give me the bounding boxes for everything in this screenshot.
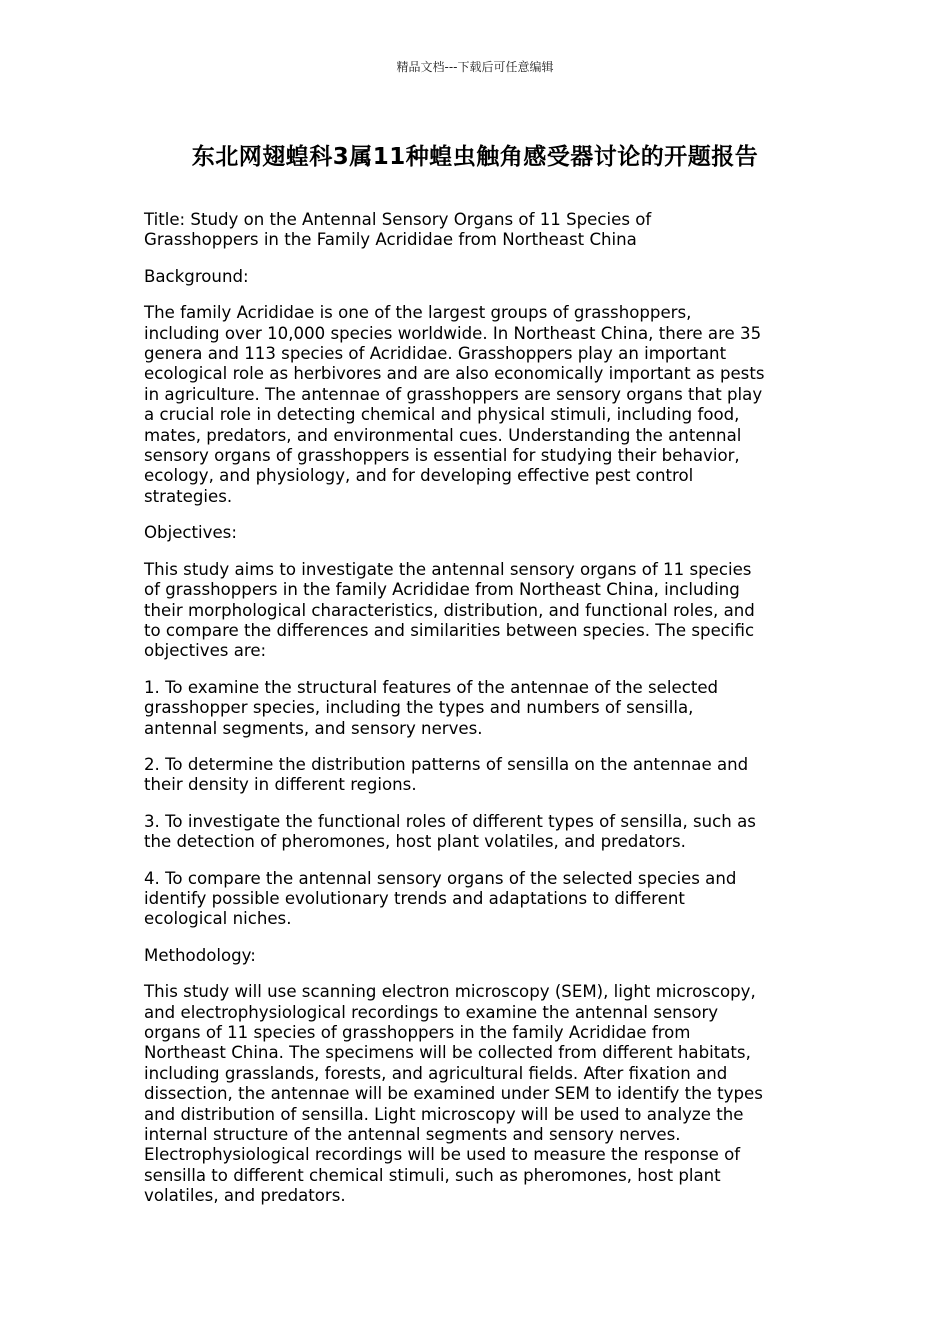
section-heading-methodology: Methodology: <box>144 945 256 965</box>
background-paragraph: The family Acrididae is one of the largest groups of grasshoppers, including over 10,000 species worldwide. In Northeast China, there are 35 genera and 113 species of Acrididae. Grasshoppers play an important ecological role as herbivores and are also economically important as pests in agriculture. The antennae of grasshoppers are sensory organs that play a crucial role in detecting chemical and physical stimuli, including food, mates, predators, and environmental cues. Understanding the antennal sensory organs of grasshoppers is essential for studying their behavior, ecology, and physiology, and for developing effective pest control strategies. <box>144 303 765 506</box>
objective-item-1: 1. To examine the structural features of the antennae of the selected grasshopper species, including the types and numbers of sensilla, antennal segments, and sensory nerves. <box>144 677 719 738</box>
objective-item-4: 4. To compare the antennal sensory organs of the selected species and identify possible evolutionary trends and adaptations to different ecological niches. <box>144 868 737 929</box>
document-title: 东北网翅蝗科3属11种蝗虫触角感受器讨论的开题报告 <box>191 144 759 170</box>
methodology-paragraph: This study will use scanning electron microscopy (SEM), light microscopy, and electrophysiological recordings to examine the antennal sensory organs of 11 species of grasshoppers in the family Acrididae from Northeast China. The specimens will be collected from different habitats, including grasslands, forests, and agricultural fields. After fixation and dissection, the antennae will be examined under SEM to identify the types and distribution of sensilla. Light microscopy will be used to analyze the internal structure of the antennal segments and sensory nerves. Electrophysiological recordings will be used to measure the response of sensilla to different chemical stimuli, such as pheromones, host plant volatiles, and predators. <box>144 982 763 1206</box>
section-heading-objectives: Objectives: <box>144 523 237 543</box>
objectives-paragraph: This study aims to investigate the antennal sensory organs of 11 species of grasshoppers in the family Acrididae from Northeast China, including their morphological characteristics, distribution, and functional roles, and to compare the differences and similarities between species. The specific objectives are: <box>144 559 755 661</box>
objective-item-2: 2. To determine the distribution patterns of sensilla on the antennae and their density in different regions. <box>144 754 749 795</box>
section-heading-background: Background: <box>144 266 249 286</box>
page-header: 精品文档---下载后可任意编辑 <box>396 60 554 74</box>
document-body <box>144 210 824 1223</box>
title-paragraph: Title: Study on the Antennal Sensory Organs of 11 Species of Grasshoppers in the Family Acrididae from Northeast China <box>144 210 652 250</box>
objective-item-3: 3. To investigate the functional roles of different types of sensilla, such as the detection of pheromones, host plant volatiles, and predators. <box>144 811 756 852</box>
